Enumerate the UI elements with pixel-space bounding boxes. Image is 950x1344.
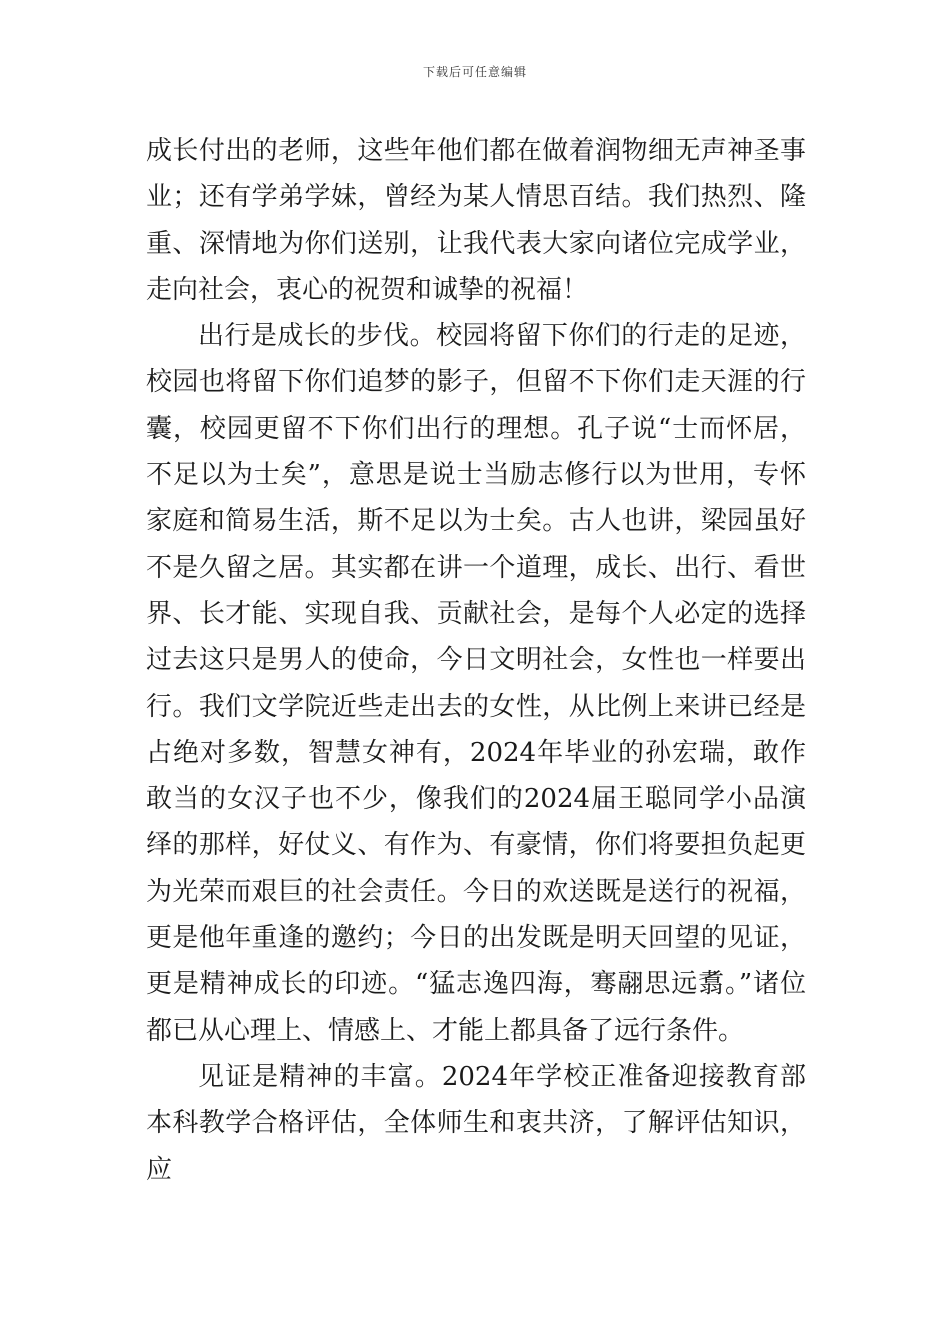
paragraph-witness: 见证是精神的丰富。2024年学校正准备迎接教育部本科教学合格评估，全体师生和衷共济，了解评估知识，应 [146, 1061, 806, 1185]
page-header: 下载后可任意编辑 [422, 65, 527, 79]
paragraph-farewell: 成长付出的老师，这些年他们都在做着润物细无声神圣事业；还有学弟学妹，曾经为某人情思百结。我们热烈、隆重、深情地为你们送别，让我代表大家向诸位完成学业，走向社会，衷心的祝贺和诚挚的祝福！ [146, 136, 806, 305]
paragraph-departure: 出行是成长的步伐。校园将留下你们的行走的足迹，校园也将留下你们追梦的影子，但留不下你们走天涯的行囊，校园更留不下你们出行的理想。孔子说“士而怀居，不足以为士矣”，意思是说士当励志修行以为世用，专怀家庭和简易生活，斯不足以为士矣。古人也讲，梁园虽好不是久留之居。其实都在讲一个道理，成长、出行、看世界、长才能、实现自我、贡献社会，是每个人必定的选择过去这只是男人的使命，今日文明社会，女性也一样要出行。我们文学院近些走出去的女性，从比例上来讲已经是占绝对多数，智慧女神有，2024年毕业的孙宏瑞，敢作敢当的女汉子也不少，像我们的2024届王聪同学小品演绎的那样，好仗义、有作为、有豪情，你们将要担负起更为光荣而艰巨的社会责任。今日的欢送既是送行的祝福，更是他年重逢的邀约；今日的出发既是明天回望的见证，更是精神成长的印迹。“猛志逸四海，骞翮思远翥。”诸位都已从心理上、情感上、才能上都具备了远行条件。 [146, 321, 806, 1046]
document-body [146, 128, 806, 1193]
